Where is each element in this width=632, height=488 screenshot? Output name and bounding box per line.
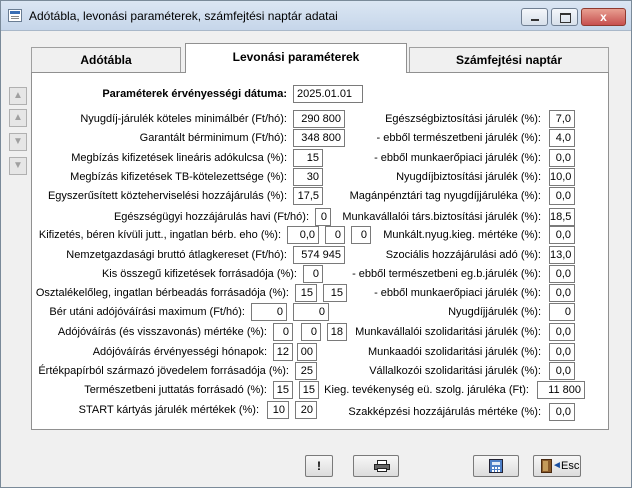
megbizas-tb-field[interactable]: 30 bbox=[293, 168, 323, 186]
szakkepzesi-field[interactable]: 0,0 bbox=[549, 403, 575, 421]
nav-last-button[interactable] bbox=[9, 157, 27, 175]
close-button[interactable] bbox=[581, 8, 626, 26]
nemzetgazdasagi-label: Nemzetgazdasági bruttó átlagkereset (Ft/hó): bbox=[66, 249, 287, 261]
kifizetes-field-1[interactable]: 0,0 bbox=[287, 226, 319, 244]
termeszetbeni-label: Természetbeni juttatás forrásadó (%): bbox=[84, 384, 267, 396]
start-field-1[interactable]: 10 bbox=[267, 401, 289, 419]
megbizas-linearis-field[interactable]: 15 bbox=[293, 149, 323, 167]
termeszetbeni-field-2[interactable]: 15 bbox=[299, 381, 319, 399]
szocialis-field[interactable]: 13,0 bbox=[549, 246, 575, 264]
prev-record-icon: ▲ bbox=[13, 112, 23, 123]
egyszerusitett-field[interactable]: 17,5 bbox=[293, 187, 323, 205]
osztalekeloleg-field-2[interactable]: 15 bbox=[323, 284, 347, 302]
nyugdijjarulek-label: Nyugdíjjárulék (%): bbox=[448, 306, 541, 318]
validity-label: Paraméterek érvényességi dátuma: bbox=[102, 88, 287, 100]
ber-utani-field-2[interactable]: 0 bbox=[293, 303, 329, 321]
app-icon bbox=[8, 9, 22, 22]
vallalkozoi-szol-field[interactable]: 0,0 bbox=[549, 362, 575, 380]
garantalt-label: Garantált bérminimum (Ft/hó): bbox=[139, 132, 287, 144]
kieg-tevekenyseg-label: Kieg. tevékenység eü. szolg. járuléka (Ft): bbox=[324, 384, 529, 396]
eb-termeszetbeni-field[interactable]: 4,0 bbox=[549, 129, 575, 147]
eb-munkaeropiaci-2-label: - ebből munkaerőpiaci járulék (%): bbox=[374, 287, 541, 299]
nyugdijbiztositasi-field[interactable]: 10,0 bbox=[549, 168, 575, 186]
egyszerusitett-label: Egyszerűsített közteherviselési hozzájárulás (%): bbox=[47, 190, 287, 202]
calculator-button[interactable] bbox=[473, 455, 519, 477]
munkaadoi-szol-field[interactable]: 0,0 bbox=[549, 343, 575, 361]
nav-prev-button[interactable] bbox=[9, 109, 27, 127]
osztalekeloleg-label: Osztalékelőleg, ingatlan bérbeadás forrásadója (%): bbox=[35, 287, 289, 299]
munkavallaloi-szol-field[interactable]: 0,0 bbox=[549, 323, 575, 341]
munkavallaloi-tars-field[interactable]: 18,5 bbox=[549, 208, 575, 226]
validity-date-field[interactable]: 2025.01.01 bbox=[293, 85, 363, 103]
eu-hozzajarulas-field[interactable]: 0 bbox=[315, 208, 331, 226]
nav-next-button[interactable] bbox=[9, 133, 27, 151]
adojovairas-honap-field-2[interactable]: 00 bbox=[297, 343, 317, 361]
maganpenztari-label: Magánpénztári tag nyugdíjjáruléka (%): bbox=[349, 190, 541, 202]
munkalt-nyug-label: Munkált.nyug.kieg. mértéke (%): bbox=[383, 229, 541, 241]
nemzetgazdasagi-field[interactable]: 574 945 bbox=[293, 246, 345, 264]
kis-osszegu-label: Kis összegű kifizetések forrásadója (%): bbox=[101, 268, 297, 280]
tab-szamfejtesi-naptar[interactable]: Számfejtési naptár bbox=[409, 47, 609, 73]
ertekpapir-label: Értékpapírból származó jövedelem forrásadója (%): bbox=[38, 365, 289, 377]
nyugdijbiztositasi-label: Nyugdíjbiztosítási járulék (%): bbox=[396, 171, 541, 183]
calculator-icon bbox=[489, 459, 503, 473]
eb-termeszetbeni-label: - ebből természetbeni járulék (%): bbox=[376, 132, 541, 144]
munkavallaloi-tars-label: Munkavállalói társ.biztosítási járulék (%): bbox=[342, 211, 541, 223]
eb-jarulek-label: Egészségbiztosítási járulék (%): bbox=[385, 113, 541, 125]
kis-osszegu-field[interactable]: 0 bbox=[303, 265, 323, 283]
kieg-tevekenyseg-field[interactable]: 11 800 bbox=[537, 381, 585, 399]
maganpenztari-field[interactable]: 0,0 bbox=[549, 187, 575, 205]
munkalt-nyug-field[interactable]: 0,0 bbox=[549, 226, 575, 244]
adojovairas-mertek-field-3[interactable]: 18 bbox=[327, 323, 347, 341]
megbizas-tb-label: Megbízás kifizetések TB-kötelezettsége (%): bbox=[70, 171, 287, 183]
window-title: Adótábla, levonási paraméterek, számfejtési naptár adatai bbox=[29, 9, 338, 23]
eb-munkaeropiaci-field[interactable]: 0,0 bbox=[549, 149, 575, 167]
eb-munkaeropiaci-label: - ebből munkaerőpiaci járulék (%): bbox=[374, 152, 541, 164]
last-record-icon: ▼ bbox=[13, 160, 23, 171]
exit-door-icon bbox=[541, 459, 552, 473]
adojovairas-mertek-field-2[interactable]: 0 bbox=[301, 323, 321, 341]
garantalt-field[interactable]: 348 800 bbox=[293, 129, 345, 147]
exit-arrow-icon: ◄ bbox=[552, 460, 562, 471]
eu-hozzajarulas-label: Egészségügyi hozzájárulás havi (Ft/hó): bbox=[113, 211, 309, 223]
eb-termeszetbeni-eb-field[interactable]: 0,0 bbox=[549, 265, 575, 283]
ber-utani-label: Bér utáni adójóváírási maximum (Ft/hó): bbox=[49, 306, 245, 318]
printer-icon bbox=[374, 460, 390, 472]
eb-munkaeropiaci-2-field[interactable]: 0,0 bbox=[549, 284, 575, 302]
szocialis-label: Szociális hozzájárulási adó (%): bbox=[385, 249, 541, 261]
eb-termeszetbeni-eb-label: - ebből természetbeni eg.b.járulék (%): bbox=[352, 268, 541, 280]
esc-button[interactable] bbox=[533, 455, 581, 477]
nyugdij-min-field[interactable]: 290 800 bbox=[293, 110, 345, 128]
vallalkozoi-szol-label: Vállalkozói szolidaritási járulék (%): bbox=[369, 365, 541, 377]
minimize-button[interactable] bbox=[521, 8, 548, 26]
start-field-2[interactable]: 20 bbox=[295, 401, 317, 419]
munkaadoi-szol-label: Munkaadói szolidaritási járulék (%): bbox=[367, 346, 541, 358]
kifizetes-label: Kifizetés, béren kívüli jutt., ingatlan bérb. eho (%): bbox=[38, 229, 281, 241]
start-label: START kártyás járulék mértékek (%): bbox=[78, 404, 259, 416]
munkavallaloi-szol-label: Munkavállalói szolidaritási járulék (%): bbox=[355, 326, 541, 338]
tab-levonasi-parameterek[interactable]: Levonási paraméterek bbox=[185, 43, 407, 73]
megbizas-linearis-label: Megbízás kifizetések lineáris adókulcsa (%): bbox=[71, 152, 287, 164]
exclamation-icon: ! bbox=[317, 459, 321, 473]
title-bar[interactable] bbox=[1, 1, 631, 31]
adojovairas-honap-label: Adójóváírás érvényességi hónapok: bbox=[92, 346, 267, 358]
kifizetes-field-3[interactable]: 0 bbox=[351, 226, 371, 244]
eb-jarulek-field[interactable]: 7,0 bbox=[549, 110, 575, 128]
ertekpapir-field[interactable]: 25 bbox=[295, 362, 317, 380]
info-button[interactable] bbox=[305, 455, 333, 477]
adojovairas-mertek-field-1[interactable]: 0 bbox=[273, 323, 293, 341]
print-button[interactable] bbox=[353, 455, 399, 477]
nyugdij-min-label: Nyugdíj-járulék köteles minimálbér (Ft/hó): bbox=[80, 113, 287, 125]
adojovairas-mertek-label: Adójóváírás (és visszavonás) mértéke (%): bbox=[57, 326, 267, 338]
close-icon: x bbox=[600, 10, 607, 24]
nav-first-button[interactable] bbox=[9, 87, 27, 105]
next-record-icon: ▼ bbox=[13, 136, 23, 147]
maximize-button[interactable] bbox=[551, 8, 578, 26]
szakkepzesi-label: Szakképzési hozzájárulás mértéke (%): bbox=[348, 406, 541, 418]
kifizetes-field-2[interactable]: 0 bbox=[325, 226, 345, 244]
nyugdijjarulek-field[interactable]: 0 bbox=[549, 303, 575, 321]
osztalekeloleg-field-1[interactable]: 15 bbox=[295, 284, 317, 302]
first-record-icon: ▲ bbox=[13, 90, 23, 101]
tab-adotabla[interactable]: Adótábla bbox=[31, 47, 181, 73]
esc-label: Esc bbox=[561, 460, 580, 472]
termeszetbeni-field-1[interactable]: 15 bbox=[273, 381, 293, 399]
adojovairas-honap-field-1[interactable]: 12 bbox=[273, 343, 293, 361]
ber-utani-field-1[interactable]: 0 bbox=[251, 303, 287, 321]
